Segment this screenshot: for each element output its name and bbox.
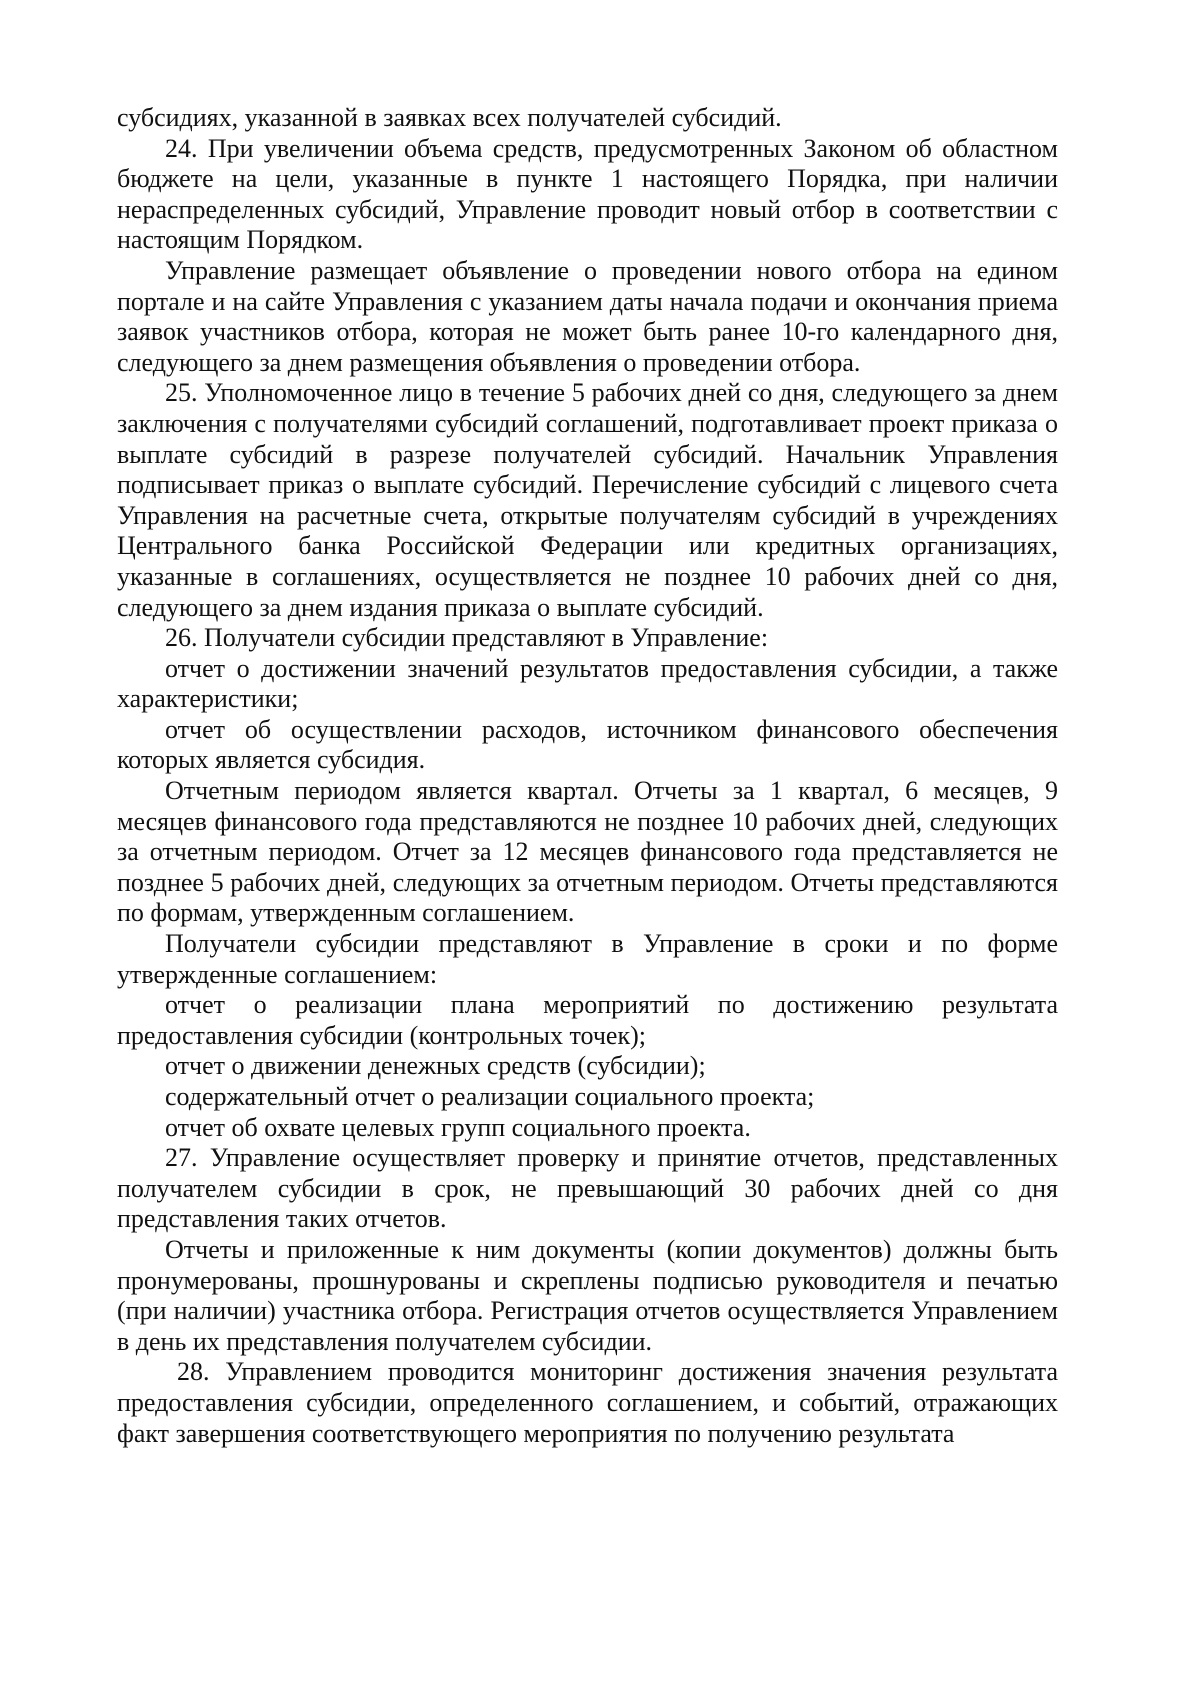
- list-item-expenses-report: отчет об осуществлении расходов, источником финансового обеспечения которых является субсидия.: [117, 714, 1058, 775]
- paragraph-reports-registration: Отчеты и приложенные к ним документы (копии документов) должны быть пронумерованы, прошнурованы и скреплены подписью руководителя и печатью (при наличии) участника отбора. Регистрация отчетов осуществляется Управлением в день их представления получателем субсидии.: [117, 1234, 1058, 1356]
- paragraph-continuation: субсидиях, указанной в заявках всех получателей субсидий.: [117, 103, 782, 132]
- list-item-cashflow-report: отчет о движении денежных средств (субсидии);: [165, 1051, 706, 1081]
- document-page: [117, 103, 1058, 1449]
- paragraph-reporting-period: Отчетным периодом является квартал. Отчеты за 1 квартал, 6 месяцев, 9 месяцев финансового года представляются не позднее 10 рабочих дней, следующих за отчетным периодом. Отчет за 12 месяцев финансового года представляется не позднее 5 рабочих дней, следующих за отчетным периодом. Отчеты представляются по формам, утвержденным соглашением.: [117, 776, 1058, 928]
- list-item-content-report: содержательный отчет о реализации социального проекта;: [165, 1082, 815, 1111]
- list-item-results-report: отчет о достижении значений результатов предоставления субсидии, а также характеристики;: [117, 653, 1058, 714]
- paragraph-25: 25. Уполномоченное лицо в течение 5 рабочих дней со дня, следующего за днем заключения с получателями субсидий соглашений, подготавливает проект приказа о выплате субсидий в разрезе получателей субсидий. Начальник Управления подписывает приказ о выплате субсидий. Перечисление субсидий с лицевого счета Управления на расчетные счета, открытые получателям субсидий в учреждениях Центрального банка Российской Федерации или кредитных организациях, указанные в соглашениях, осуществляется не позднее 10 рабочих дней со дня, следующего за днем издания приказа о выплате субсидий.: [117, 378, 1058, 622]
- paragraph-26: 26. Получатели субсидии представляют в Управление:: [165, 623, 769, 653]
- paragraph-new-selection-announcement: Управление размещает объявление о проведении нового отбора на едином портале и на сайте Управления с указанием даты начала подачи и окончания приема заявок участников отбора, которая не может быть ранее 10-го календарного дня, следующего за днем размещения объявления о проведении отбора.: [117, 255, 1058, 377]
- list-item-plan-report: отчет о реализации плана мероприятий по достижению результата предоставления субсидии (контрольных точек);: [117, 990, 1058, 1050]
- paragraph-28: 28. Управлением проводится мониторинг достижения значения результата предоставления субсидии, определенного соглашением, и событий, отражающих факт завершения соответствующего мероприятия по получению результата: [117, 1357, 1058, 1448]
- list-item-target-groups-report: отчет об охвате целевых групп социального проекта.: [165, 1112, 751, 1142]
- paragraph-24: 24. При увеличении объема средств, предусмотренных Законом об областном бюджете на цели, указанные в пункте 1 настоящего Порядка, при наличии нераспределенных субсидий, Управление проводит новый отбор в соответствии с настоящим Порядком.: [117, 133, 1058, 255]
- paragraph-27: 27. Управление осуществляет проверку и принятие отчетов, представленных получателем субсидии в срок, не превышающий 30 рабочих дней со дня представления таких отчетов.: [117, 1143, 1058, 1234]
- paragraph-recipients-submit: Получатели субсидии представляют в Управление в сроки и по форме утвержденные соглашением:: [117, 929, 1058, 989]
